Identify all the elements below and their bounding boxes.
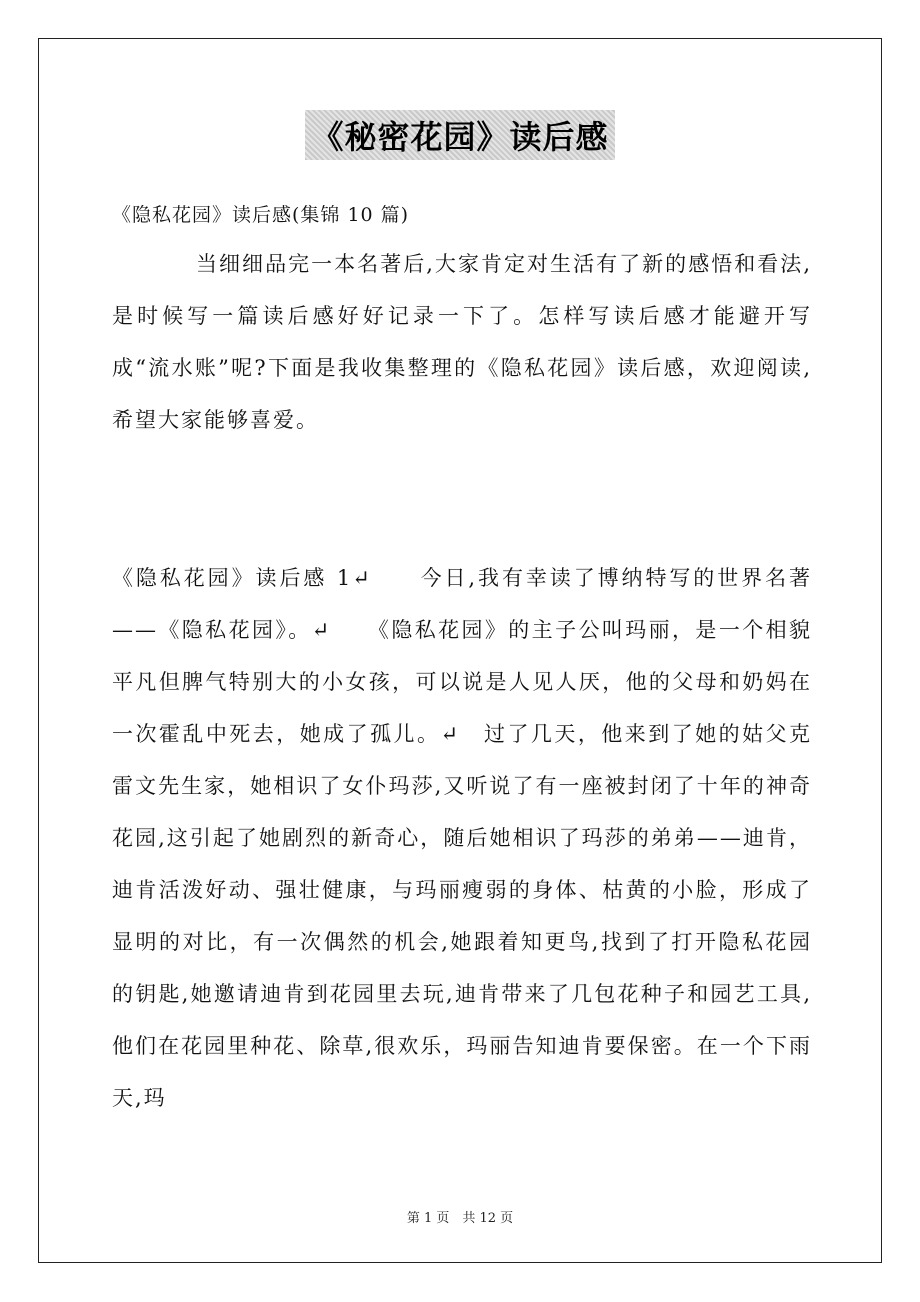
page-footer: 第 1 页 共 12 页 (406, 1211, 514, 1226)
intro-paragraph: 当细细品完一本名著后,大家肯定对生活有了新的感悟和看法,是时候写一篇读后感好好记录一下了。怎样写读后感才能避开写成“流水账”呢?下面是我收集整理的《隐私花园》读后感，欢迎阅读,希望大家能够喜爱。 (112, 252, 812, 432)
body-paragraph: 《隐私花园》读后感 1↵ 今日,我有幸读了博纳特写的世界名著——《隐私花园》。↵ 《隐私花园》的主子公叫玛丽，是一个相貌平凡但脾气特别大的小女孩，可以说是人见人厌，他的父母和奶妈在一次霍乱中死去，她成了孤儿。↵ 过了几天，他来到了她的姑父克雷文先生家，她相识了女仆玛莎,又听说了有一座被封闭了十年的神奇花园,这引起了她剧烈的新奇心，随后她相识了玛莎的弟弟——迪肯，迪肯活泼好动、强壮健康，与玛丽瘦弱的身体、枯黄的小脸，形成了显明的对比，有一次偶然的机会,她跟着知更鸟,找到了打开隐私花园的钥匙,她邀请迪肯到花园里去玩,迪肯带来了几包花种子和园艺工具,他们在花园里种花、除草,很欢乐，玛丽告知迪肯要保密。在一个下雨天,玛 (112, 566, 812, 1110)
document-title: 《秘密花园》读后感 (305, 110, 614, 160)
document-subtitle: 《隐私花园》读后感(集锦 10 篇) (112, 204, 410, 226)
title-container (0, 110, 920, 160)
